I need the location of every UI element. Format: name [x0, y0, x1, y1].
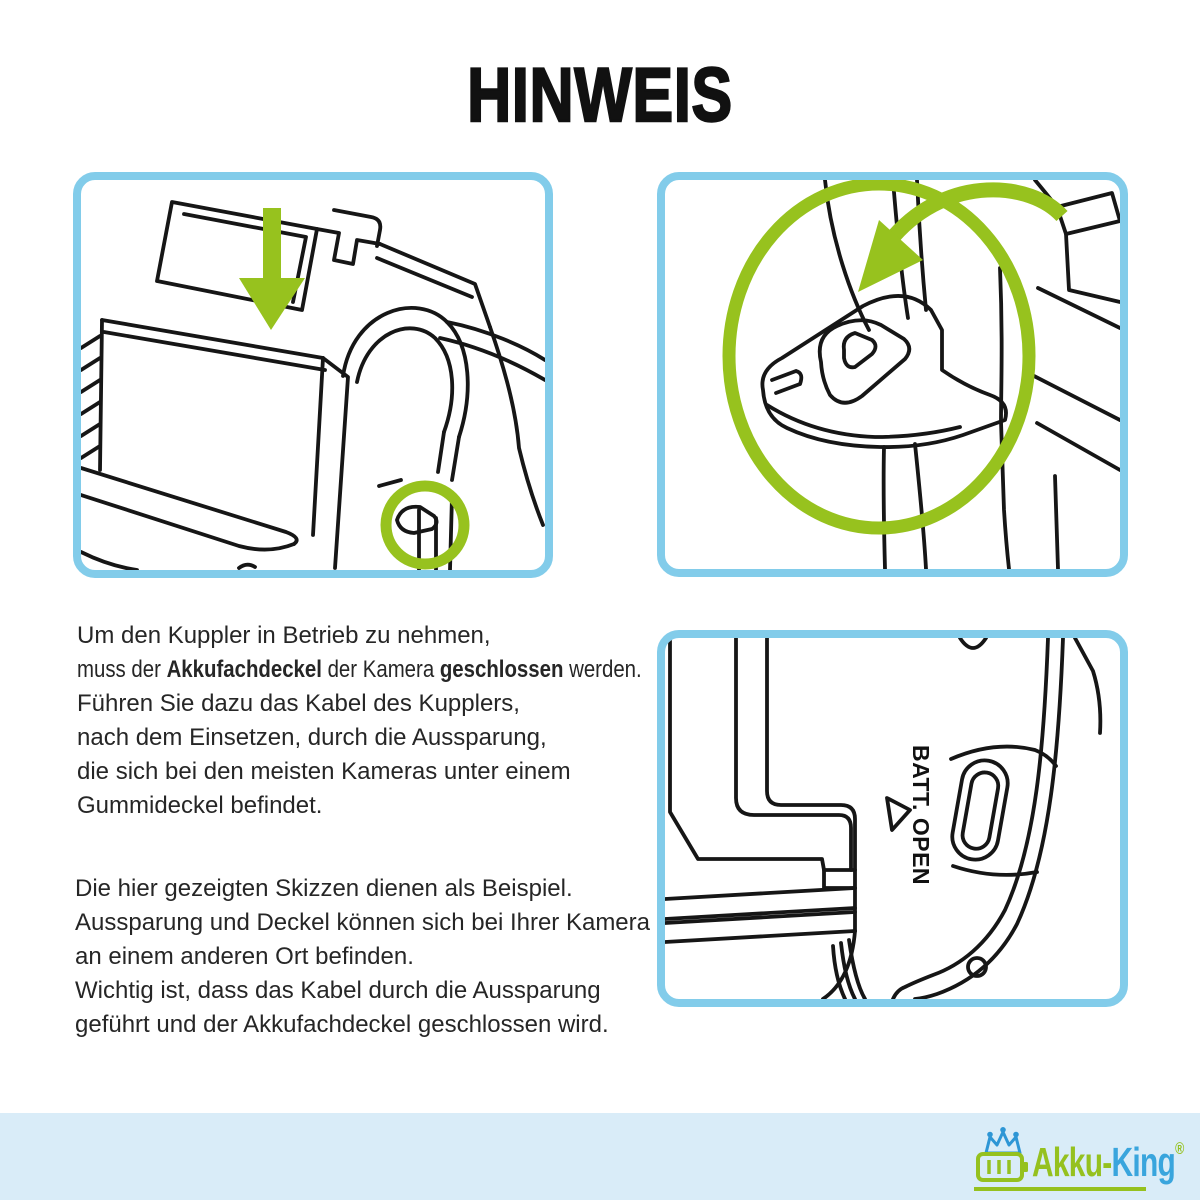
text-line: Gummideckel befindet. [77, 792, 323, 819]
registered-mark: ® [1175, 1139, 1184, 1158]
text-line: Um den Kuppler in Betrieb zu nehmen, [77, 622, 491, 649]
coupler-closeup-sketch [665, 180, 1120, 569]
battery-icon [976, 1151, 1030, 1183]
batt-open-label: BATT. OPEN [908, 745, 934, 886]
brand-king: King [1111, 1139, 1176, 1185]
panel-coupler-closeup [657, 172, 1128, 577]
text-line: Die hier gezeigten Skizzen dienen als Beispiel. [75, 875, 573, 902]
footer-band [0, 1113, 1200, 1200]
brand-akku: Akku- [1032, 1139, 1112, 1185]
brand-logo [972, 1127, 1194, 1193]
panel-battery-insertion [73, 172, 553, 578]
text-line: an einem anderen Ort befinden. [75, 943, 414, 970]
text-line: Führen Sie dazu das Kabel des Kupplers, [77, 690, 520, 717]
text-line: die sich bei den meisten Kameras unter einem [77, 758, 571, 785]
text-line: geführt und der Akkufachdeckel geschlossen wird. [75, 1011, 609, 1038]
text-line: Aussparung und Deckel können sich bei Ihrer Kamera [75, 909, 650, 936]
latch-oval [949, 757, 1012, 863]
page-title: HINWEIS [467, 53, 733, 138]
text-line: nach dem Einsetzen, durch die Aussparung, [77, 724, 547, 751]
logo-underline [974, 1187, 1146, 1191]
instruction-paragraph-top [77, 619, 741, 823]
battery-insertion-sketch [81, 180, 545, 570]
text-line: muss der Akkufachdeckel der Kamera geschlossen werden. [77, 656, 642, 683]
text-line: Wichtig ist, dass das Kabel durch die Aussparung [75, 977, 601, 1004]
instruction-paragraph-bottom [75, 872, 650, 1042]
brand-wordmark [1032, 1139, 1184, 1186]
